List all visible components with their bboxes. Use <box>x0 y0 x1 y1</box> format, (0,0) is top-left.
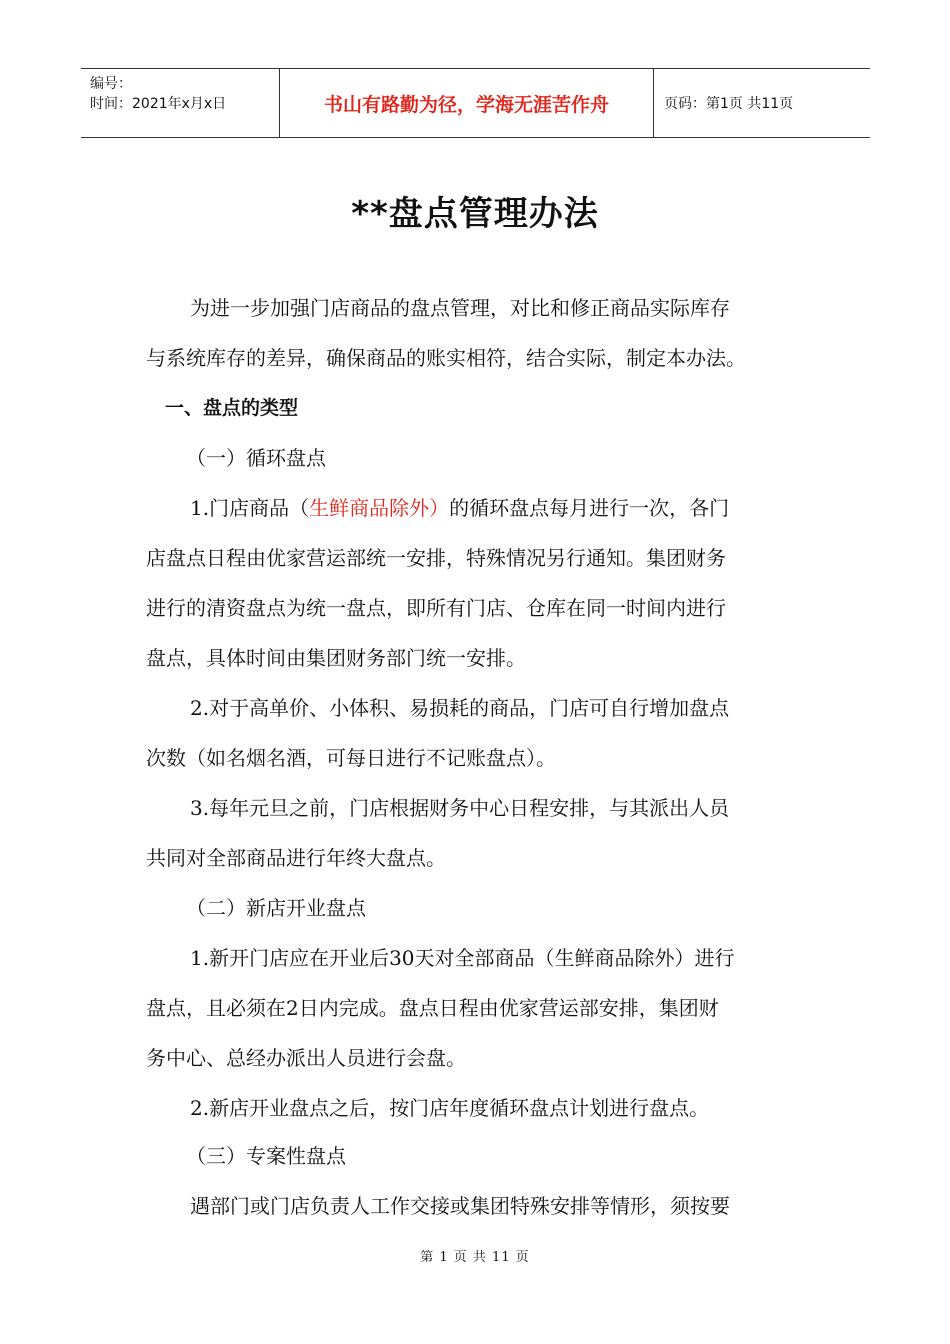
paragraph-2-1-line-3: 务中心、总经办派出人员进行会盘。 <box>146 1046 466 1070</box>
paragraph-3-1-line-1: 遇部门或门店负责人工作交接或集团特殊安排等情形，须按要 <box>190 1194 730 1218</box>
paragraph-1-1-line-4: 盘点，具体时间由集团财务部门统一安排。 <box>146 646 526 670</box>
paragraph-1-1-line-1 <box>190 494 729 522</box>
page-footer: 第 1 页 共 11 页 <box>420 1250 530 1265</box>
paragraph-2-1-line-2: 盘点，且必须在2日内完成。盘点日程由优家营运部安排，集团财 <box>146 996 719 1020</box>
paragraph-1-1-line-3: 进行的清资盘点为统一盘点，即所有门店、仓库在同一时间内进行 <box>146 596 726 620</box>
highlight-text: 生鲜商品除外） <box>309 496 450 520</box>
paragraph-2-1-line-1: 1.新开门店应在开业后30天对全部商品（生鲜商品除外）进行 <box>190 946 735 970</box>
header-meta-cell <box>81 69 280 137</box>
subsection-heading-2: （二）新店开业盘点 <box>186 896 366 920</box>
paragraph-text: 1.门店商品（ <box>190 496 310 520</box>
paragraph-1-1-line-2: 店盘点日程由优家营运部统一安排，特殊情况另行通知。集团财务 <box>146 546 726 570</box>
paragraph-1-2-line-1: 2.对于高单价、小体积、易损耗的商品，门店可自行增加盘点 <box>190 696 730 720</box>
section-heading-1: 一、盘点的类型 <box>165 397 299 419</box>
paragraph-1-3-line-1: 3.每年元旦之前，门店根据财务中心日程安排，与其派出人员 <box>190 796 730 820</box>
paragraph-text: 的循环盘点每月进行一次，各门 <box>449 496 730 520</box>
intro-line-2: 与系统库存的差异，确保商品的账实相符，结合实际，制定本办法。 <box>146 346 746 370</box>
header-motto: 书山有路勤为径，学海无涯苦作舟 <box>280 69 654 137</box>
paragraph-1-2-line-2: 次数（如名烟名酒，可每日进行不记账盘点）。 <box>146 746 556 770</box>
header-page-info: 页码：第1页 共11页 <box>664 96 794 112</box>
paragraph-1-3-line-2: 共同对全部商品进行年终大盘点。 <box>146 846 446 870</box>
intro-line-1: 为进一步加强门店商品的盘点管理，对比和修正商品实际库存 <box>190 296 730 320</box>
subsection-heading-3: （三）专案性盘点 <box>186 1144 346 1168</box>
paragraph-2-2-line-1: 2.新店开业盘点之后，按门店年度循环盘点计划进行盘点。 <box>190 1096 710 1120</box>
number-label: 编号： <box>90 76 132 92</box>
document-title: **盘点管理办法 <box>351 194 599 234</box>
date-label: 时间：2021年x月x日 <box>90 96 227 112</box>
subsection-heading-1: （一）循环盘点 <box>186 446 326 470</box>
header-table <box>81 68 870 138</box>
